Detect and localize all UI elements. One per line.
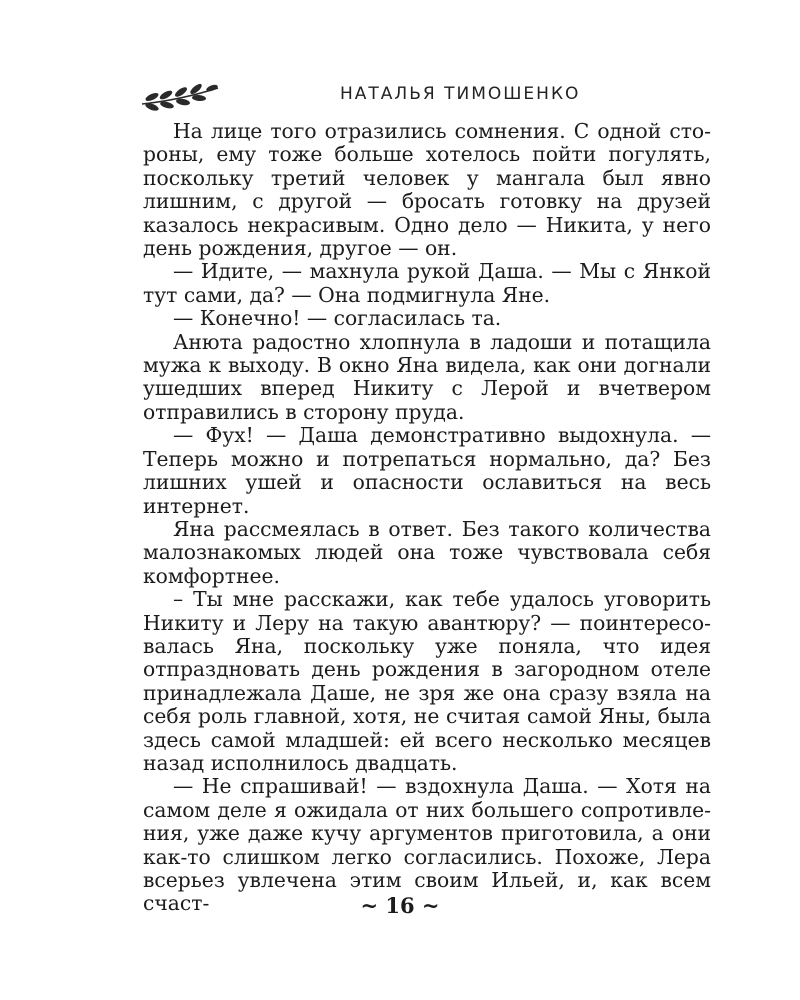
- page-header: [140, 78, 710, 114]
- paragraph: — Не спрашивай! — вздохнула Даша. — Хотя на самом деле я ожидала от них большего сопротивления, уже даже кучу аргументов приготовила, а они как-то слишком легко согласились. Похоже, Лера всерьез увлечена этим своим Ильей, и, как всем счаст-: [143, 774, 711, 916]
- page-number: ~ 16 ~: [360, 893, 440, 918]
- body-text: [143, 120, 711, 916]
- paragraph: Яна рассмеялась в ответ. Без такого количества малознакомых людей она тоже чувствовала себя комфортнее.: [143, 516, 711, 588]
- paragraph: — Конечно! — согласилась та.: [173, 306, 502, 331]
- running-title: НАТАЛЬЯ ТИМОШЕНКО: [340, 84, 581, 104]
- leaf-branch-ornament-icon: [140, 82, 220, 112]
- paragraph: — Фух! — Даша демонстративно выдохнула. — Теперь можно и потрепаться нормально, да? Без лишних ушей и опасности ославиться на весь интернет.: [143, 423, 711, 518]
- paragraph: Анюта радостно хлопнула в ладоши и потащила мужа к выходу. В окно Яна видела, как они догнали ушедших вперед Никиту с Лерой и вчетвером отправились в сторону пруда.: [143, 329, 711, 424]
- paragraph: — Идите, — махнула рукой Даша. — Мы с Янкой тут сами, да? — Она подмигнула Яне.: [143, 259, 711, 307]
- paragraph: На лице того отразились сомнения. С одной стороны, ему тоже больше хотелось пойти погулять, поскольку третий человек у мангала был явно лишним, с другой — бросать готовку на друзей казалось некрасивым. Одно дело — Никита, у него день рождения, другое — он.: [143, 119, 711, 261]
- paragraph: – Ты мне расскажи, как тебе удалось уговорить Никиту и Леру на такую авантюру? — поинтересовалась Яна, поскольку уже поняла, что идея отпраздновать день рождения в загородном отеле принадлежала Даше, не зря же она сразу взяла на себя роль главной, хотя, не считая самой Яны, была здесь самой младшей: ей всего несколько месяцев назад исполнилось двадцать.: [143, 587, 711, 775]
